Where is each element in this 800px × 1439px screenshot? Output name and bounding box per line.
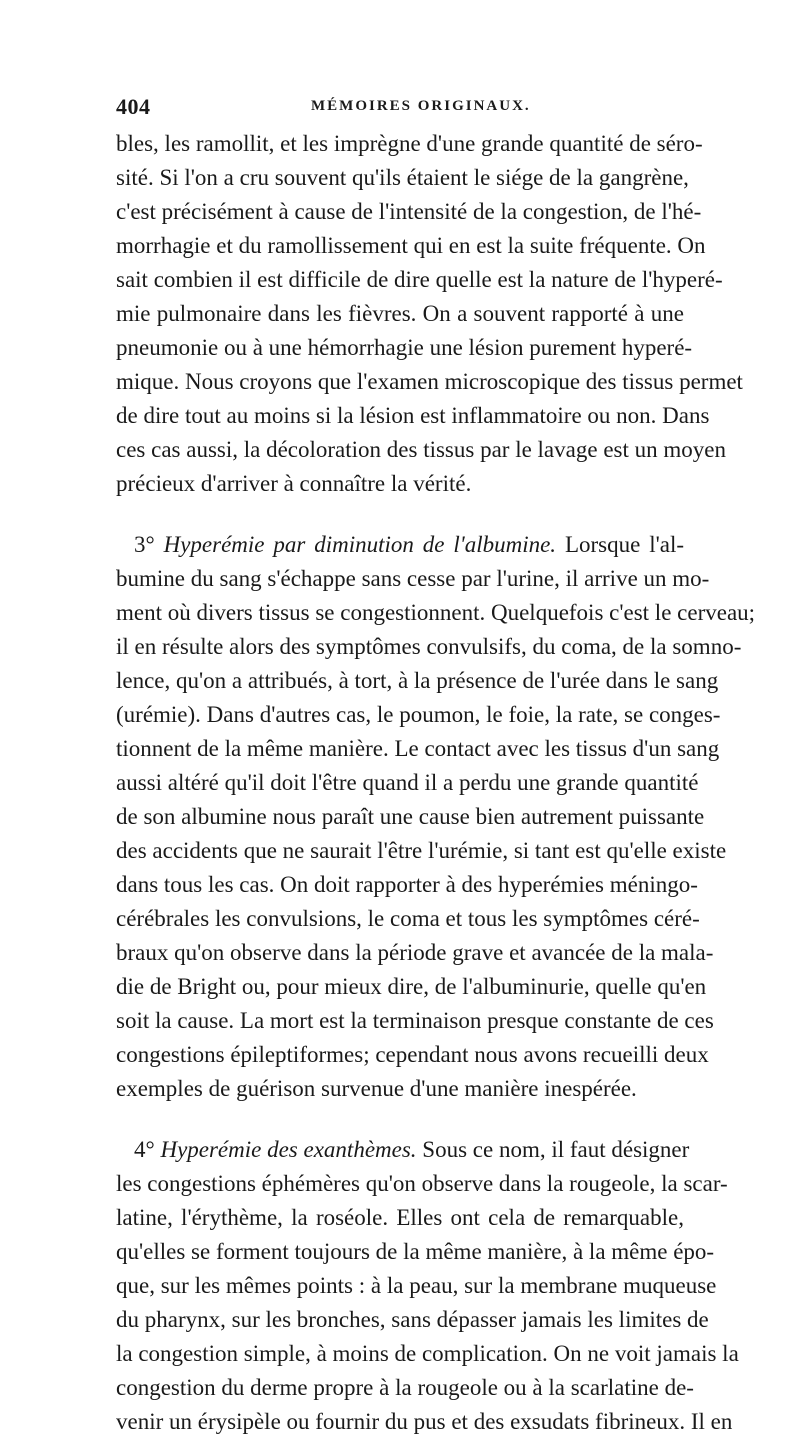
section-number: 3° <box>134 532 155 557</box>
page-number: 404 <box>116 94 151 119</box>
text-line: de son albumine nous paraît une cause bien autrement puissante <box>116 804 705 829</box>
text-line: cérébrales les convulsions, le coma et tous les symptômes céré- <box>116 906 700 931</box>
text-line: qu'elles se forment toujours de la même manière, à la même épo- <box>116 1239 715 1264</box>
text-fragment: Lorsque l'al- <box>556 532 684 557</box>
body-text <box>116 127 756 1439</box>
text-line: du pharynx, sur les bronches, sans dépasser jamais les limites de <box>116 1307 709 1332</box>
text-line: ces cas aussi, la décoloration des tissus par le lavage est un moyen <box>116 437 726 462</box>
text-line: (urémie). Dans d'autres cas, le poumon, le foie, la rate, se conges- <box>116 702 721 727</box>
text-line: mique. Nous croyons que l'examen microscopique des tissus permet <box>116 369 743 394</box>
paragraph-2 <box>116 528 756 1106</box>
text-line: ment où divers tissus se congestionnent. Quelquefois c'est le cerveau; <box>116 600 756 625</box>
text-line: braux qu'on observe dans la période grave et avancée de la mala- <box>116 940 714 965</box>
paragraph-gap <box>116 501 684 528</box>
text-line: sait combien il est difficile de dire quelle est la nature de l'hyperé- <box>116 267 723 292</box>
text-line: il en résulte alors des symptômes convulsifs, du coma, de la somno- <box>116 634 742 659</box>
text-line: la congestion simple, à moins de complication. On ne voit jamais la <box>116 1341 739 1366</box>
section-number: 4° <box>134 1137 155 1162</box>
text-line: les congestions éphémères qu'on observe dans la rougeole, la scar- <box>116 1171 728 1196</box>
running-head: MÉMOIRES ORIGINAUX. <box>311 98 531 114</box>
text-line: c'est précisément à cause de l'intensité de la congestion, de l'hé- <box>116 199 702 224</box>
text-line: dans tous les cas. On doit rapporter à des hyperémies méningo- <box>116 872 698 897</box>
text-line: mie pulmonaire dans les fièvres. On a souvent rapporté à une <box>116 301 684 326</box>
text-line: tionnent de la même manière. Le contact avec les tissus d'un sang <box>116 736 720 761</box>
paragraph-1 <box>116 127 743 501</box>
text-line: exemples de guérison survenue d'une manière inespérée. <box>116 1076 637 1101</box>
text-line: que, sur les mêmes points : à la peau, sur la membrane muqueuse <box>116 1273 717 1298</box>
section-title: Hyperémie par diminution de l'albumine. <box>163 532 557 557</box>
text-line: soit la cause. La mort est la terminaison presque constante de ces <box>116 1008 714 1033</box>
text-line: latine, l'érythème, la roséole. Elles ont cela de remarquable, <box>116 1205 684 1230</box>
text-line: bumine du sang s'échappe sans cesse par l'urine, il arrive un mo- <box>116 566 710 591</box>
section-heading-line <box>116 1133 690 1167</box>
paragraph-3 <box>116 1133 739 1439</box>
paragraph-gap <box>116 1106 684 1133</box>
page-header <box>116 94 686 122</box>
text-line: des accidents que ne saurait l'être l'urémie, si tant est qu'elle existe <box>116 838 727 863</box>
text-line: pneumonie ou à une hémorrhagie une lésion purement hyperé- <box>116 335 693 360</box>
text-line: bles, les ramollit, et les imprègne d'une grande quantité de séro- <box>116 131 703 156</box>
text-line: lence, qu'on a attribués, à tort, à la présence de l'urée dans le sang <box>116 668 719 693</box>
text-fragment: Sous ce nom, il faut désigner <box>416 1137 690 1162</box>
section-heading-line <box>116 528 684 562</box>
text-line: de dire tout au moins si la lésion est inflammatoire ou non. Dans <box>116 403 710 428</box>
text-line: sité. Si l'on a cru souvent qu'ils étaient le siége de la gangrène, <box>116 165 689 190</box>
section-title: Hyperémie des exanthèmes. <box>160 1137 417 1162</box>
text-line: congestions épileptiformes; cependant nous avons recueilli deux <box>116 1042 709 1067</box>
text-line: congestion du derme propre à la rougeole ou à la scarlatine de- <box>116 1375 694 1400</box>
text-line: morrhagie et du ramollissement qui en est la suite fréquente. On <box>116 233 706 258</box>
text-line: aussi altéré qu'il doit l'être quand il a perdu une grande quantité <box>116 770 699 795</box>
text-line: die de Bright ou, pour mieux dire, de l'albuminurie, quelle qu'en <box>116 974 707 999</box>
text-line: venir un érysipèle ou fournir du pus et des exsudats fibrineux. Il en <box>116 1409 733 1434</box>
text-line: précieux d'arriver à connaître la vérité. <box>116 471 472 496</box>
